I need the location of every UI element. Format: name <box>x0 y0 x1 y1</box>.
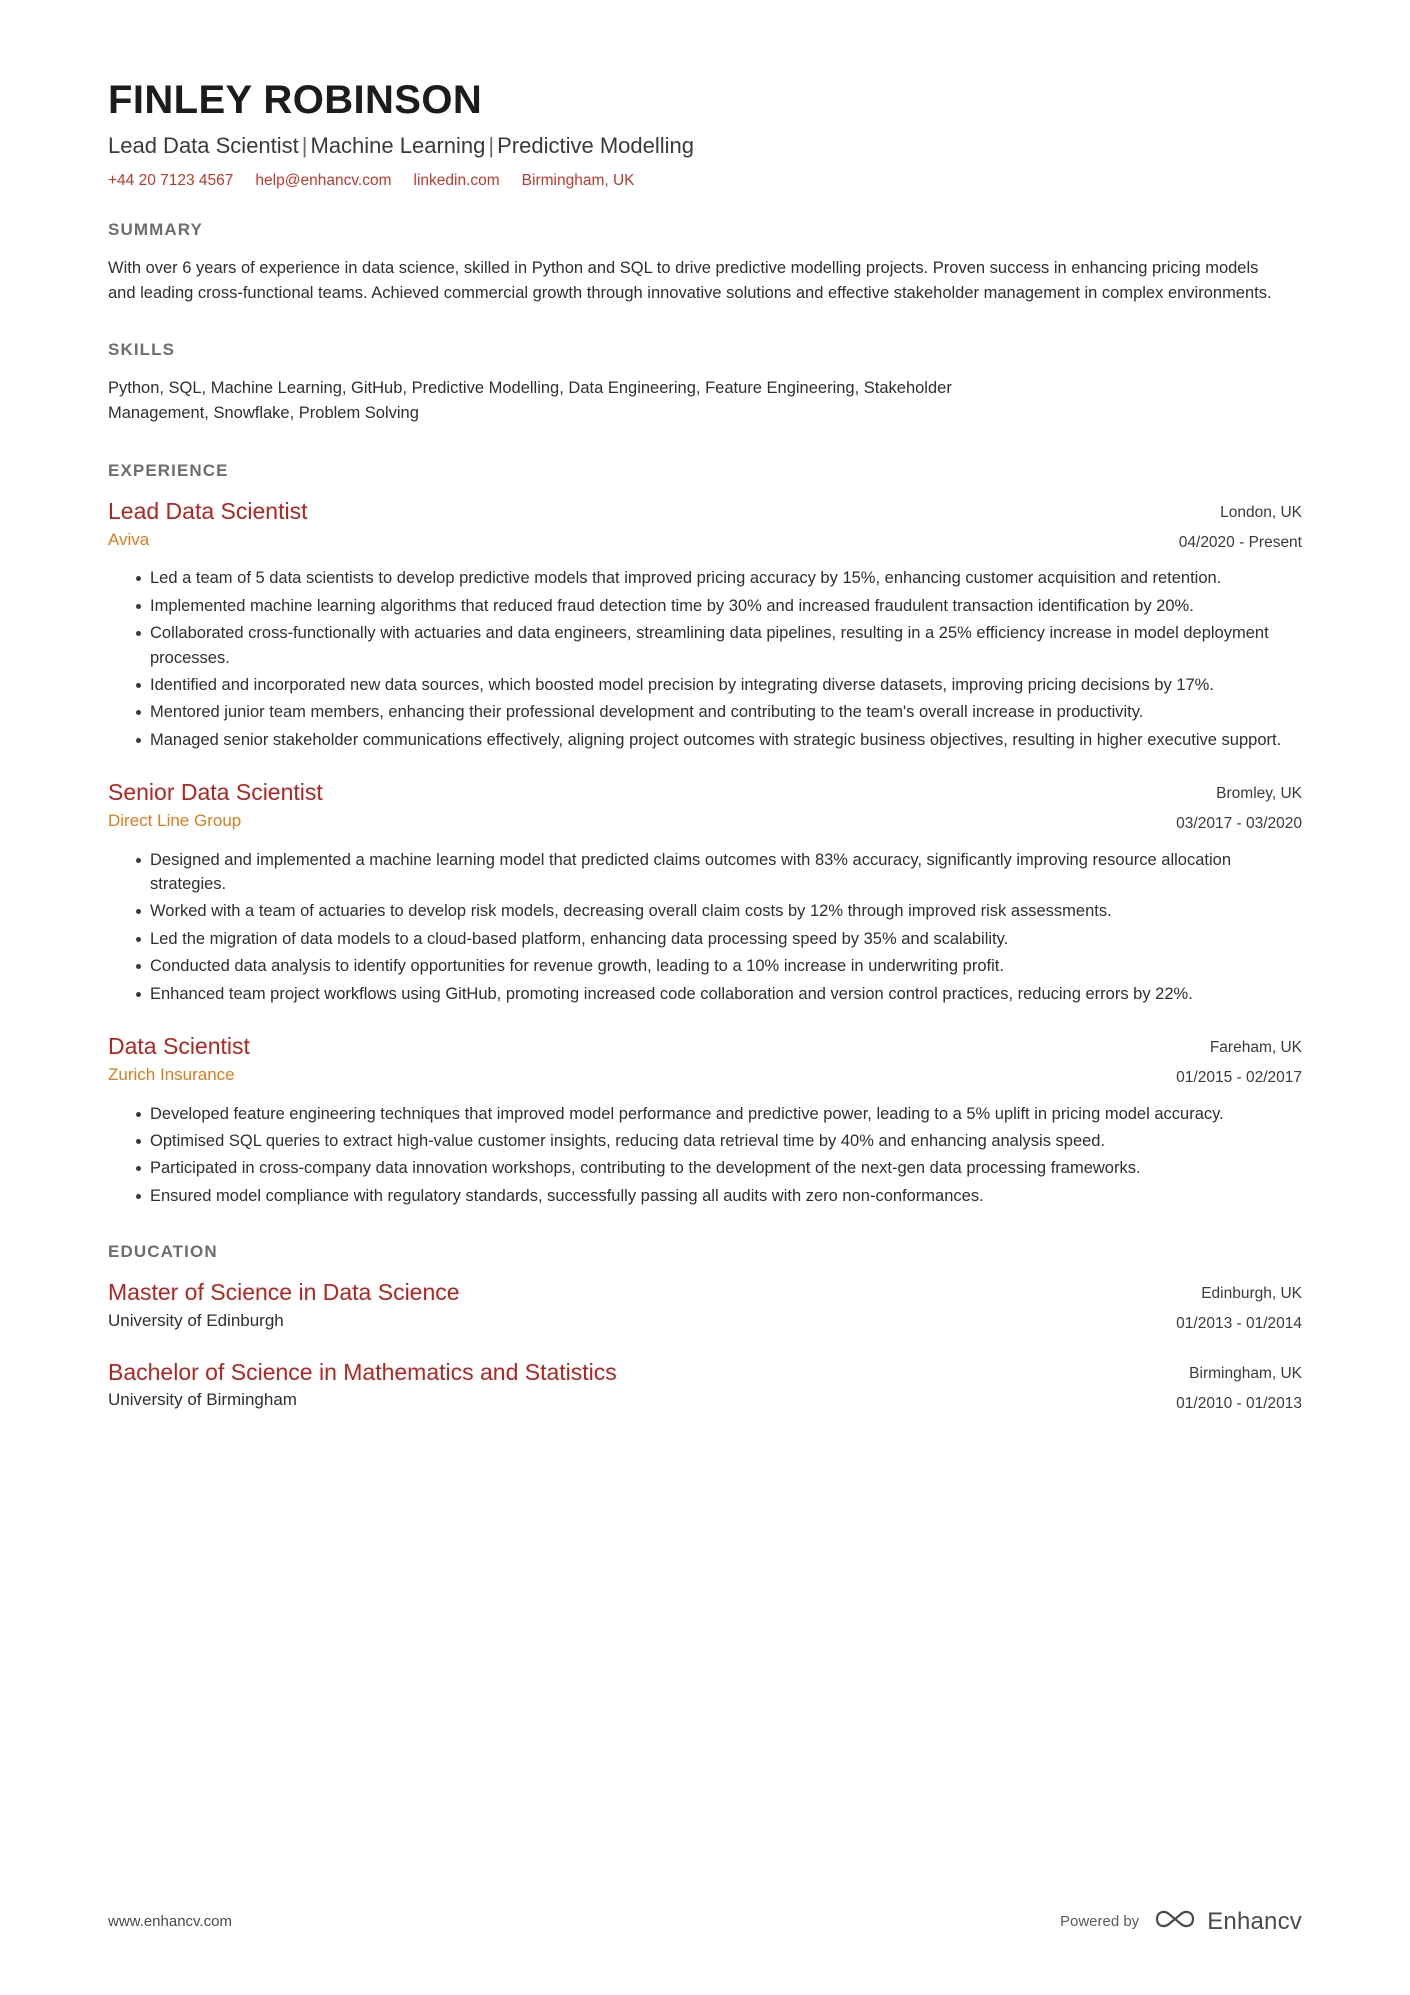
candidate-headline <box>108 132 1302 160</box>
brand-name: Enhancv <box>1207 1907 1302 1935</box>
experience-entry <box>108 1032 1302 1208</box>
contact-linkedin[interactable]: linkedin.com <box>413 171 500 189</box>
education-entry-left <box>108 1278 1152 1333</box>
headline-separator: | <box>301 133 308 158</box>
experience-job-title: Lead Data Scientist <box>108 497 308 524</box>
powered-by-label: Powered by <box>1059 1913 1140 1930</box>
experience-bullet: Designed and implemented a machine learning model that predicted claims outcomes with 83% accuracy, significantly improving resource allocation strategies. <box>136 848 1302 897</box>
education-location: Birmingham, UK <box>1189 1364 1302 1382</box>
experience-job-title: Senior Data Scientist <box>108 779 323 806</box>
experience-bullet: Identified and incorporated new data sources, which boosted model precision by integrating diverse datasets, improving pricing decisions by 17%. <box>136 673 1302 697</box>
experience-company: Aviva <box>108 529 150 549</box>
experience-bullet: Led the migration of data models to a cloud-based platform, enhancing data processing speed by 35% and scalability. <box>136 927 1302 951</box>
education-entry-left <box>108 1358 1152 1413</box>
education-location: Edinburgh, UK <box>1201 1285 1302 1303</box>
education-school: University of Birmingham <box>108 1390 297 1410</box>
contact-row <box>108 172 1302 190</box>
education-entry-right <box>1152 1278 1302 1336</box>
experience-dates: 01/2015 - 02/2017 <box>1176 1069 1302 1087</box>
education-entry <box>108 1358 1302 1416</box>
section-summary <box>108 220 1302 306</box>
headline-separator: | <box>488 133 495 158</box>
experience-location: London, UK <box>1220 503 1302 521</box>
section-title-education: EDUCATION <box>108 1242 218 1262</box>
experience-entry-right <box>1152 778 1302 836</box>
headline-part-3: Predictive Modelling <box>497 133 694 158</box>
experience-bullet: Worked with a team of actuaries to develop risk models, decreasing overall claim costs by 12% through improved risk assessments. <box>136 899 1302 923</box>
contact-email[interactable]: help@enhancv.com <box>255 171 392 189</box>
education-dates: 01/2010 - 01/2013 <box>1176 1394 1302 1412</box>
resume-header <box>108 78 1302 190</box>
experience-entry-right <box>1155 497 1302 555</box>
education-entry-right <box>1152 1358 1302 1416</box>
experience-entry <box>108 497 1302 752</box>
education-entry-head <box>108 1358 1302 1416</box>
contact-location: Birmingham, UK <box>521 171 635 189</box>
resume-footer <box>0 1906 1410 1937</box>
experience-entry-right <box>1152 1032 1302 1090</box>
section-skills <box>108 340 1302 427</box>
experience-location: Bromley, UK <box>1216 785 1302 803</box>
experience-company: Zurich Insurance <box>108 1064 235 1084</box>
experience-bullet: Enhanced team project workflows using GitHub, promoting increased code collaboration and version control practices, reducing errors by 22%. <box>136 982 1302 1006</box>
section-title-skills: SKILLS <box>108 339 176 359</box>
experience-bullets <box>108 1102 1302 1209</box>
education-dates: 01/2013 - 01/2014 <box>1176 1315 1302 1333</box>
experience-bullet: Conducted data analysis to identify opportunities for revenue growth, leading to a 10% increase in underwriting profit. <box>136 954 1302 978</box>
experience-bullet: Developed feature engineering techniques that improved model performance and predictive power, leading to a 5% uplift in pricing model accuracy. <box>136 1102 1302 1126</box>
experience-bullet: Managed senior stakeholder communications effectively, aligning project outcomes with strategic business objectives, resulting in higher executive support. <box>136 728 1302 752</box>
experience-bullet: Collaborated cross-functionally with actuaries and data engineers, streamlining data pipelines, resulting in a 25% efficiency increase in model deployment processes. <box>136 621 1302 670</box>
experience-dates: 03/2017 - 03/2020 <box>1176 815 1302 833</box>
education-entry-head <box>108 1278 1302 1336</box>
education-entry <box>108 1278 1302 1336</box>
education-degree: Master of Science in Data Science <box>108 1279 460 1306</box>
candidate-name: FINLEY ROBINSON <box>108 78 483 122</box>
experience-entry-left <box>108 1032 1152 1086</box>
experience-bullet: Ensured model compliance with regulatory standards, successfully passing all audits with zero non-conformances. <box>136 1184 1302 1208</box>
experience-company: Direct Line Group <box>108 810 242 830</box>
experience-entry-head <box>108 1032 1302 1090</box>
experience-bullet: Mentored junior team members, enhancing their professional development and contributing to the team's overall increase in productivity. <box>136 700 1302 724</box>
enhancv-brand <box>1153 1906 1302 1937</box>
experience-entry-left <box>108 778 1152 832</box>
section-title-summary: SUMMARY <box>108 219 203 239</box>
education-degree: Bachelor of Science in Mathematics and Statistics <box>108 1358 617 1385</box>
section-education <box>108 1242 1302 1415</box>
experience-entry-head <box>108 778 1302 836</box>
section-experience <box>108 461 1302 1208</box>
experience-entry-left <box>108 497 1155 551</box>
infinity-logo-icon <box>1153 1906 1197 1937</box>
headline-part-1: Lead Data Scientist <box>108 133 299 158</box>
skills-text: Python, SQL, Machine Learning, GitHub, Predictive Modelling, Data Engineering, Feature Engineering, Stakeholder Management, Snowflake, Problem Solving <box>108 378 952 423</box>
section-title-experience: EXPERIENCE <box>108 460 229 480</box>
experience-bullet: Optimised SQL queries to extract high-value customer insights, reducing data retrieval time by 40% and enhancing analysis speed. <box>136 1129 1302 1153</box>
experience-bullets <box>108 848 1302 1006</box>
summary-text: With over 6 years of experience in data science, skilled in Python and SQL to drive predictive modelling projects. Proven success in enhancing pricing models and leading cross-functional teams. Achieved commercial growth through innovative solutions and effective stakeholder management in complex environments. <box>108 258 1272 302</box>
experience-job-title: Data Scientist <box>108 1033 250 1060</box>
footer-branding <box>1060 1906 1302 1937</box>
footer-website-url[interactable]: www.enhancv.com <box>108 1913 232 1930</box>
education-school: University of Edinburgh <box>108 1310 284 1330</box>
experience-bullet: Implemented machine learning algorithms that reduced fraud detection time by 30% and increased fraudulent transaction identification by 20%. <box>136 594 1302 618</box>
headline-part-2: Machine Learning <box>310 133 486 158</box>
experience-dates: 04/2020 - Present <box>1178 534 1302 552</box>
experience-entry <box>108 778 1302 1006</box>
contact-phone[interactable]: +44 20 7123 4567 <box>108 171 234 189</box>
experience-location: Fareham, UK <box>1209 1039 1302 1057</box>
experience-bullets <box>108 566 1302 752</box>
experience-bullet: Led a team of 5 data scientists to develop predictive models that improved pricing accuracy by 15%, enhancing customer acquisition and retention. <box>136 566 1302 590</box>
experience-bullet: Participated in cross-company data innovation workshops, contributing to the development of the next-gen data processing frameworks. <box>136 1156 1302 1180</box>
experience-entry-head <box>108 497 1302 555</box>
